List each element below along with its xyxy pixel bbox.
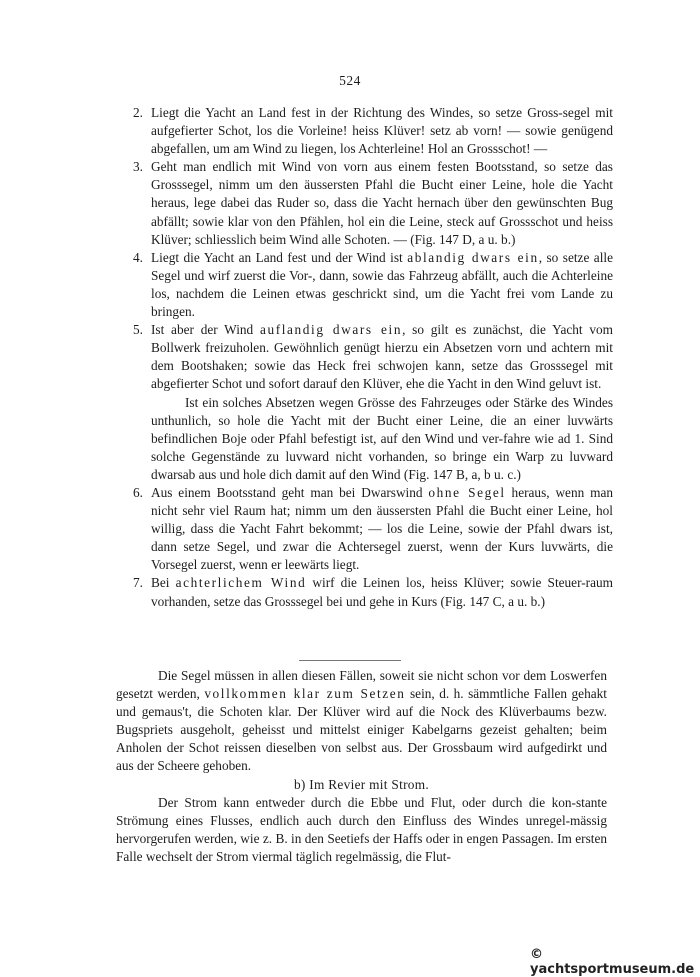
- item-text: [151, 321, 613, 393]
- spaced-emphasis: ohne Segel: [428, 484, 506, 500]
- current-paragraph: Der Strom kann entweder durch die Ebbe und Flut, oder durch die kon-stante Strömung eines Flusses, endlich auch durch den Einfluss des Windes unregel-mässig hervorgerufen werden, wie z. B. in den Seetiefs der Haffs oder in engen Passagen. Im ersten Falle wechselt der Strom viermal täglich regelmässig, die Flut-: [116, 794, 607, 864]
- spaced-emphasis: auflandig dwars ein: [259, 322, 403, 338]
- item-number: 2.: [133, 105, 143, 120]
- sub-paragraph: Ist ein solches Absetzen wegen Grösse des Fahrzeuges oder Stärke des Windes unthunlich, so hole die Yacht mit der Bucht einer Leine, die an einer luvwärts befindlichen Boje oder Pfahl befestigt ist, auf den Wind und ver-fahre wie ad 1. Sind solche Gegenstände zu luvward nicht vorhanden, so bringe ein Warp zu luvward dwarsab aus und hole dich damit auf den Wind (Fig. 147 B, a, b u. c.): [151, 394, 613, 482]
- watermark: © yachtsportmuseum.de: [530, 947, 695, 977]
- section-heading: b) Im Revier mit Strom.: [293, 776, 430, 792]
- item-number: 3.: [133, 159, 143, 175]
- text-run: heraus, wenn man nicht sehr viel Raum hat; nimm um den äussersten Pfahl die Bucht einer Leine, hol willig, dass die Yacht Fahrt bekommt; — los die Leine, sowie der Pfahl dwars ist, dann setze Segel, und zwar die Achtersegel zuerst, wenn der Kurs luvwärts, die Vorsegel zuerst, wenn er leewärts liegt.: [151, 484, 614, 573]
- text-run: Ist aber der Wind: [151, 322, 260, 338]
- text-run: Aus einem Bootsstand geht man bei Dwarswind: [151, 484, 429, 500]
- item-number: 5.: [133, 322, 143, 338]
- list-item: [133, 249, 613, 321]
- item-number: 7.: [133, 575, 143, 591]
- text-run: wirf die Leinen los, heiss Klüver; sowie Steuer-raum vorhanden, setze das Grosssegel bei und gehe in Kurs (Fig. 147 C, a u. b.): [151, 575, 613, 609]
- text-run: , so gilt es zunächst, die Yacht vom Bollwerk freizuholen. Gewöhnlich genügt hierzu ein Absetzen vorn und achtern mit dem Bootshaken; sowie das Heck frei schwojen kann, setze das Grosssegel mit abgefierter Schot und sofort darauf den Klüver, ehe die Yacht in den Wind geluvt ist.: [151, 322, 613, 392]
- spaced-emphasis: achterlichem Wind: [175, 575, 307, 591]
- spaced-emphasis: ablandig dwars ein: [407, 249, 539, 265]
- item-text: Geht man endlich mit Wind von vorn aus einem festen Bootsstand, so setze das Grosssegel, nimm um den äussersten Pfahl die Bucht einer Leine, hole die Yacht heraus, lege dabei das Ruder so, dass die Yacht hernach über den gewünschten Bug abfällt; sowie klar von den Pfählen, hol ein die Leine, steck auf Grossschot und heiss Klüver; schliesslich beim Wind alle Schoten. — (Fig. 147 D, a u. b.): [151, 159, 613, 247]
- closing-section: [116, 667, 607, 866]
- list-item: [133, 104, 613, 158]
- list-item: [133, 484, 613, 574]
- page-number: 524: [339, 73, 361, 88]
- item-text: Liegt die Yacht an Land fest in der Richtung des Windes, so setze Gross-segel mit aufgefierter Schot, los die Vorleine! heiss Klüver! setz ab vorn! — sowie genügend abgefallen, um am Wind zu liegen, los Achterleine! Hol an Grossschot! —: [151, 105, 613, 157]
- list-item: [133, 574, 613, 610]
- text-run: sein, d. h. sämmtliche Fallen gehakt und gemaus't, die Schoten klar. Der Klüver wird auf die Nock des Klüverbaums bezw. Bugspriets ausgeholt, geheisst und mittelst einiger Kabelgarns gezeist gehalten; beim Anholen der Schot reissen dieselben von selbst aus. Der Grossbaum wird aufgedirkt und aus der Scheere gehoben.: [116, 686, 607, 774]
- item-number: 6.: [133, 484, 143, 500]
- item-number: 4.: [133, 249, 143, 265]
- list-item: [133, 321, 613, 393]
- spaced-emphasis: vollkommen klar zum Setzen: [204, 686, 406, 702]
- section-divider: [299, 660, 401, 661]
- text-run: Bei: [151, 575, 176, 591]
- item-text: [151, 484, 613, 574]
- text-run: Die Segel müssen in allen diesen Fällen, soweit sie nicht schon vor dem Loswerfen gesetzt werden,: [116, 668, 607, 702]
- instruction-list: [133, 104, 613, 611]
- text-run: , so setze alle Segel und wirf zuerst die Vor-, dann, sowie das Fahrzeug abfällt, auch die Achterleine los, nachdem die Leinen etwas geschrickt sind, um die Yacht frei vom Lande zu bringen.: [151, 249, 614, 320]
- item-text: [151, 574, 613, 610]
- text-run: Liegt die Yacht an Land fest und der Wind ist: [151, 249, 408, 265]
- closing-paragraph: [116, 667, 607, 776]
- list-item: [133, 158, 613, 248]
- item-text: [151, 249, 613, 321]
